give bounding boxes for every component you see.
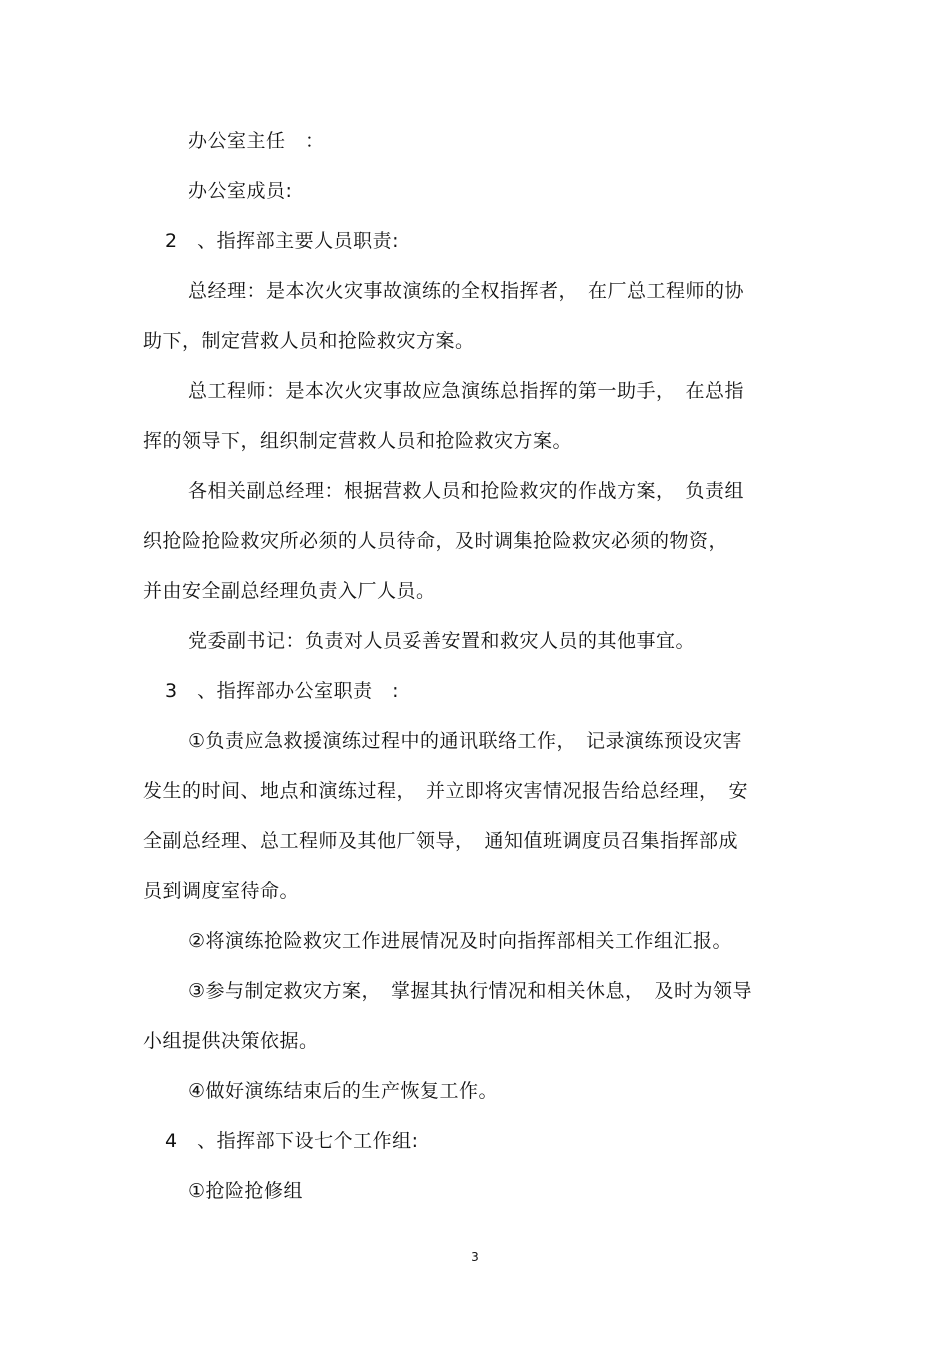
section-heading: 4 、指挥部下设七个工作组: [165, 1130, 419, 1152]
text-line: 各相关副总经理：根据营救人员和抢险救灾的作战方案， 负责组 [188, 480, 745, 502]
text-line: ③参与制定救灾方案， 掌握其执行情况和相关休息， 及时为领导 [188, 980, 753, 1002]
text-line: 员到调度室待命。 [143, 880, 300, 902]
text-line: ①负责应急救援演练过程中的通讯联络工作， 记录演练预设灾害 [188, 730, 743, 752]
text-line: 办公室成员: [188, 180, 293, 202]
text-line: 并由安全副总经理负责入厂人员。 [143, 580, 436, 602]
text-line: 党委副书记：负责对人员妥善安置和救灾人员的其他事宜。 [188, 630, 696, 652]
text-line: 助下，制定营救人员和抢险救灾方案。 [143, 330, 475, 352]
text-line: 织抢险抢险救灾所必须的人员待命，及时调集抢险救灾必须的物资， [143, 530, 729, 552]
text-line: ④做好演练结束后的生产恢复工作。 [188, 1080, 499, 1102]
text-line: ①抢险抢修组 [188, 1180, 304, 1202]
text-line: 总工程师：是本次火灾事故应急演练总指挥的第一助手， 在总指 [188, 380, 745, 402]
text-line: 小组提供决策依据。 [143, 1030, 319, 1052]
text-line: ②将演练抢险救灾工作进展情况及时向指挥部相关工作组汇报。 [188, 930, 733, 952]
text-line: 发生的时间、地点和演练过程， 并立即将灾害情况报告给总经理， 安 [143, 780, 749, 802]
text-line: 挥的领导下，组织制定营救人员和抢险救灾方案。 [143, 430, 573, 452]
page-number: 3 [471, 1250, 479, 1264]
text-line: 总经理：是本次火灾事故演练的全权指挥者， 在厂总工程师的协 [188, 280, 745, 302]
text-line: 办公室主任 ： [188, 130, 325, 152]
text-line: 全副总经理、总工程师及其他厂领导， 通知值班调度员召集指挥部成 [143, 830, 739, 852]
section-heading: 2 、指挥部主要人员职责: [165, 230, 399, 252]
section-heading: 3 、指挥部办公室职责 : [165, 680, 399, 702]
